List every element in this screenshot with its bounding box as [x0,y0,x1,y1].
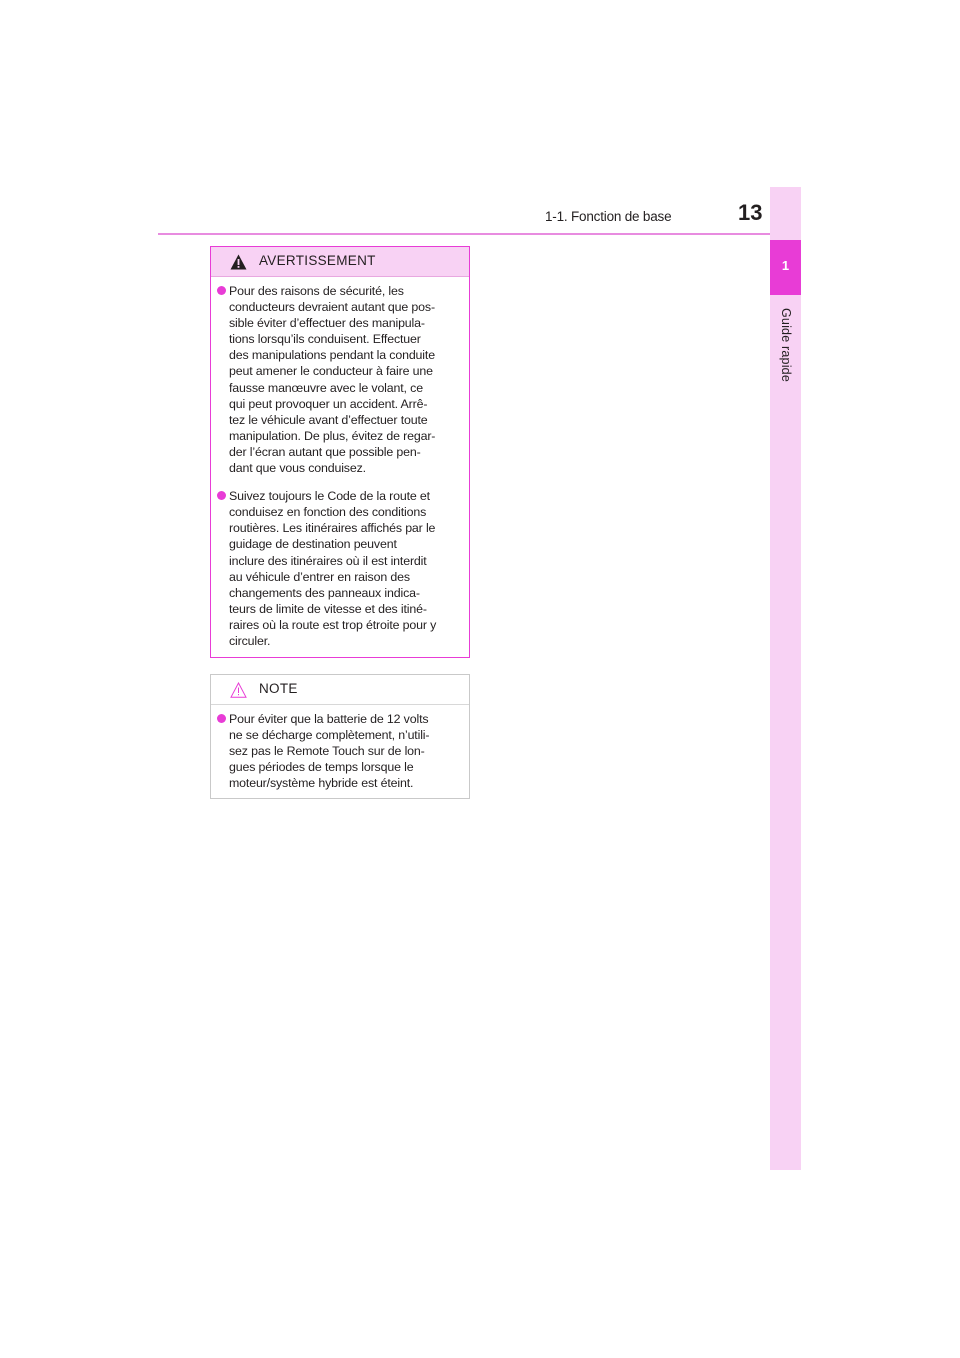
chapter-number: 1 [781,258,790,273]
bullet-icon [217,491,226,500]
warning-item [217,488,459,649]
warning-item-text: Pour des raisons de sécurité, les conducteurs devraient autant que pos- sible éviter d’effectuer des manipula- tions lorsqu’ils conduisent. Effectuer des manipulations pendant la conduite peut amener le conducteur à faire une fausse manœuvre avec le volant, ce qui peut provoquer un accident. Arrê- tez le véhicule avant d’effectuer toute manipulation. De plus, évitez de regar- der l’écran autant que possible pen- dant que vous conduisez. [229,284,436,476]
warning-box-header [211,247,469,277]
note-item-text: Pour éviter que la batterie de 12 volts ne se décharge complètement, n’utili- sez pas le Remote Touch sur de lon- gues périodes de temps lorsque le moteur/système hybride est éteint. [229,712,430,791]
note-item [217,711,459,791]
warning-title: AVERTISSEMENT [259,253,376,268]
note-box-header [211,675,469,705]
caution-outline-triangle-icon [230,682,247,698]
chapter-label: Guide rapide [779,308,793,382]
warning-box-body [211,277,469,649]
chapter-tab [770,240,801,295]
bullet-icon [217,714,226,723]
note-box [210,674,470,799]
note-title: NOTE [259,681,298,696]
note-box-body [211,705,469,791]
warning-item [217,283,459,476]
page-number: 13 [738,200,763,225]
warning-triangle-icon [230,254,247,270]
warning-box [210,246,470,658]
warning-item-text: Suivez toujours le Code de la route et conduisez en fonction des conditions routières. Les itinéraires affichés par le guidage de destination peuvent inclure des itinéraires où il est interdit au véhicule d’entrer en raison des changements des panneaux indica- teurs de limite de vitesse et des itiné- raires où la route est trop étroite pour y circuler. [229,489,437,648]
section-title: 1-1. Fonction de base [545,209,672,224]
header-rule [158,233,770,235]
bullet-icon [217,286,226,295]
